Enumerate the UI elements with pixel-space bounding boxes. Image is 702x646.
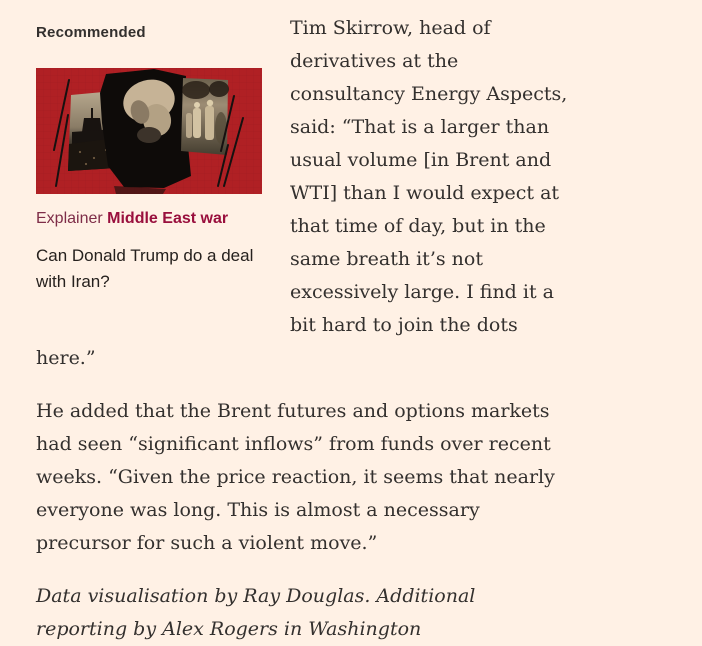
collage-graphic [36,68,262,194]
article-paragraph: Tim Skirrow, head of derivatives at the consultancy Energy Aspects, said: “That is a larger than usual volume [in Brent and WTI] than I would expect at that time of day, but in the same breath it’s not excessively large. I find it a bit hard to join the dots here.” [36,17,568,369]
teaser-image-collage[interactable] [36,68,262,194]
teaser-kicker [36,209,262,229]
recommended-teaser [36,24,262,295]
recommended-heading: Recommended [36,24,146,41]
kicker-genre-label: Explainer [36,210,103,227]
reporting-credits: Data visualisation by Ray Douglas. Additional reporting by Alex Rogers in Washington [36,585,476,640]
kicker-topic-link[interactable]: Middle East war [107,210,229,227]
teaser-title-link[interactable]: Can Donald Trump do a deal with Iran? [36,246,254,291]
article-paragraph: He added that the Brent futures and options markets had seen “significant inflows” from funds over recent weeks. “Given the price reaction, it seems that nearly everyone was long. This is almost a necessary precursor for such a violent move.” [36,400,555,554]
